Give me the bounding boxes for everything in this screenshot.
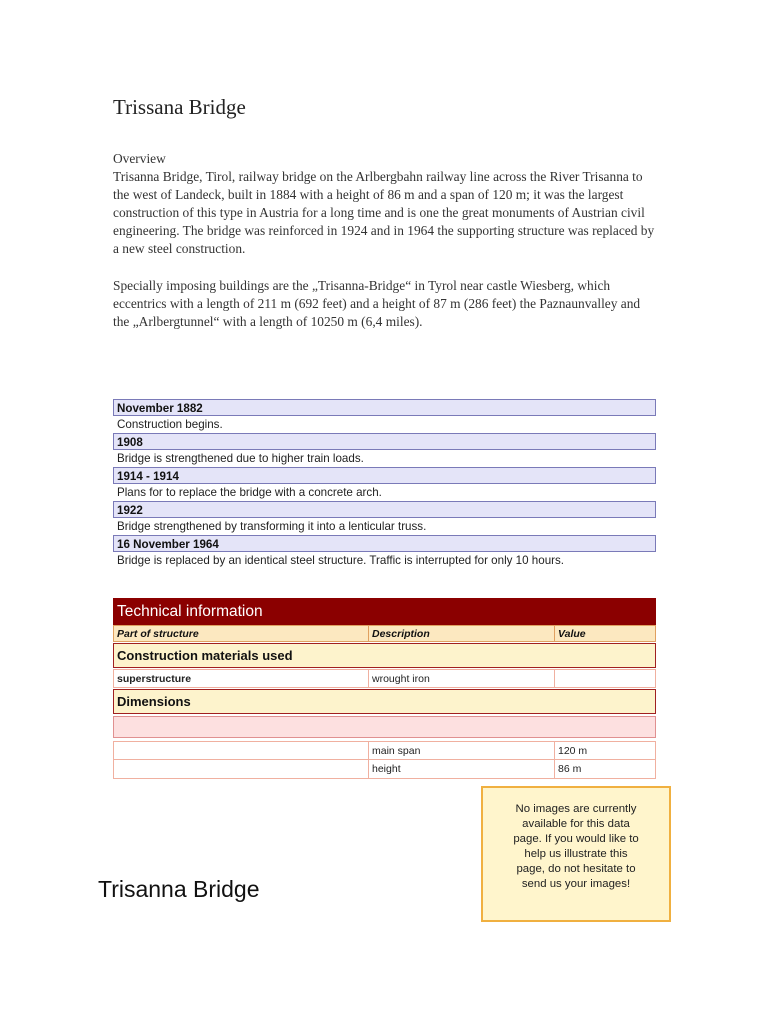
table-row (113, 760, 656, 779)
timeline-event: Construction begins. (117, 418, 223, 431)
overview-paragraph: Trisanna Bridge, Tirol, railway bridge on the Arlbergbahn railway line across the River Trisanna to the west of Landeck, built in 1884 with a height of 86 m and a span of 120 m; it was the largest construction of this type in Austria for a long time and is one the great monuments of Austrian civil engineering. The bridge was reinforced in 1924 and in 1964 the supporting structure was replaced by a new steel construction. (113, 169, 655, 256)
page-title: Trissana Bridge (113, 95, 246, 119)
cell-value: 120 m (554, 742, 655, 759)
timeline-event: Bridge is strengthened due to higher train loads. (117, 452, 364, 465)
second-paragraph: Specially imposing buildings are the „Trisanna-Bridge“ in Tyrol near castle Wiesberg, which eccentrics with a length of 211 m (692 feet) and a height of 87 m (286 feet) the Paznaunvalley and the „Arlbergtunnel“ with a length of 10250 m (6,4 miles). (113, 278, 641, 329)
timeline-date: 1908 (113, 433, 656, 450)
timeline-event: Bridge strengthened by transforming it into a lenticular truss. (117, 520, 427, 533)
timeline-table (113, 399, 656, 569)
timeline-date: 1914 - 1914 (113, 467, 656, 484)
column-header-description: Description (368, 626, 554, 641)
column-header-part: Part of structure (117, 628, 199, 640)
cell-part (114, 760, 368, 778)
section-dimensions: Dimensions (113, 689, 656, 714)
timeline-event: Bridge is replaced by an identical steel structure. Traffic is interrupted for only 10 hours. (117, 554, 565, 567)
cell-value (554, 670, 655, 687)
timeline-date: 16 November 1964 (113, 535, 656, 552)
table-row (113, 741, 656, 760)
cell-part: superstructure (117, 673, 192, 685)
empty-band (113, 716, 656, 738)
timeline-event: Plans for to replace the bridge with a concrete arch. (117, 486, 382, 499)
technical-column-headers (113, 625, 656, 642)
cell-value: 86 m (554, 760, 655, 778)
overview-heading: Overview (113, 151, 166, 166)
technical-info-table (113, 598, 656, 779)
no-images-note: No images are currently available for this data page. If you would like to help us illustrate this page, do not hesitate to send us your images! (481, 786, 671, 922)
table-row (113, 669, 656, 688)
section-materials: Construction materials used (113, 643, 656, 668)
cell-description: main span (368, 742, 554, 759)
column-header-value: Value (554, 626, 655, 641)
cell-description: wrought iron (368, 670, 554, 687)
bottom-title: Trisanna Bridge (98, 876, 260, 902)
cell-description: height (368, 760, 554, 778)
timeline-date: 1922 (113, 501, 656, 518)
technical-info-title: Technical information (113, 598, 656, 625)
timeline-date: November 1882 (113, 399, 656, 416)
cell-part (114, 742, 368, 759)
